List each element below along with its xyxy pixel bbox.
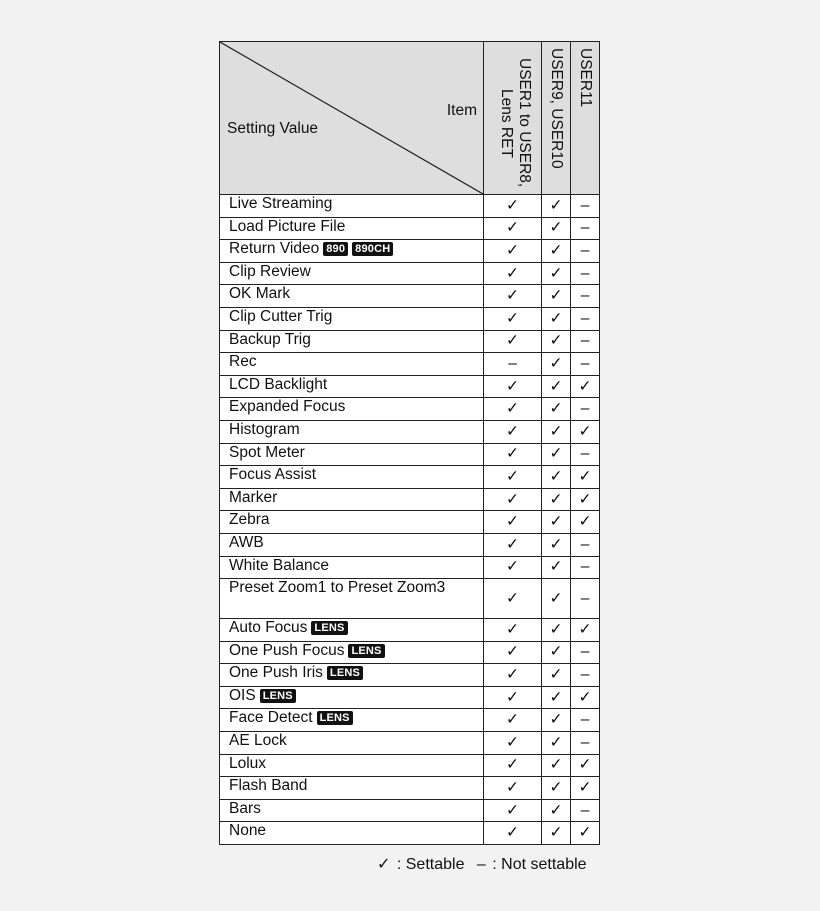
table-row [220, 732, 600, 755]
check-icon: ✓ [484, 732, 542, 755]
check-icon: ✓ [542, 285, 571, 308]
setting-name: Backup Trig [229, 330, 311, 348]
check-icon: ✓ [542, 556, 571, 579]
setting-name: OIS [229, 686, 256, 704]
model-badge: 890CH [352, 242, 393, 256]
check-icon: ✓ [542, 307, 571, 330]
check-icon: ✓ [542, 240, 571, 263]
check-icon: ✓ [542, 777, 571, 800]
table-row [220, 686, 600, 709]
check-icon: ✓ [571, 420, 600, 443]
setting-name: Face Detect [229, 709, 313, 727]
table-row [220, 777, 600, 800]
column-header-user11 [571, 42, 600, 195]
check-icon: ✓ [484, 511, 542, 534]
check-icon: ✓ [571, 777, 600, 800]
check-icon: ✓ [571, 686, 600, 709]
table-body [220, 195, 600, 845]
setting-name: Clip Cutter Trig [229, 307, 333, 325]
model-badge: LENS [260, 689, 296, 703]
check-icon: ✓ [542, 466, 571, 489]
dash-icon: – [571, 285, 600, 308]
setting-name-cell [220, 511, 484, 534]
column-header-user1-8 [484, 42, 542, 195]
dash-icon: – [571, 443, 600, 466]
setting-name-cell [220, 799, 484, 822]
setting-name: Zebra [229, 511, 270, 529]
setting-name-cell [220, 285, 484, 308]
setting-name: Return Video [229, 240, 320, 258]
setting-name-cell [220, 420, 484, 443]
setting-name-cell [220, 217, 484, 240]
check-icon: ✓ [484, 330, 542, 353]
setting-name: Load Picture File [229, 217, 346, 235]
setting-name-cell [220, 709, 484, 732]
setting-name-cell [220, 686, 484, 709]
setting-name-cell [220, 488, 484, 511]
check-icon: ✓ [542, 398, 571, 421]
check-icon: ✓ [542, 664, 571, 687]
settings-table [219, 41, 600, 845]
check-icon: ✓ [484, 686, 542, 709]
check-icon: ✓ [484, 262, 542, 285]
setting-name: Spot Meter [229, 443, 305, 461]
setting-name-cell [220, 754, 484, 777]
setting-name: Flash Band [229, 777, 308, 795]
setting-name-cell [220, 641, 484, 664]
table-row [220, 262, 600, 285]
dash-icon: – [571, 556, 600, 579]
check-icon: ✓ [542, 353, 571, 376]
dash-icon: – [571, 330, 600, 353]
check-icon: ✓ [484, 240, 542, 263]
table-row [220, 217, 600, 240]
table-row [220, 466, 600, 489]
check-icon: ✓ [571, 511, 600, 534]
setting-name-cell [220, 533, 484, 556]
table-row [220, 488, 600, 511]
check-icon: ✓ [484, 777, 542, 800]
table-row [220, 420, 600, 443]
check-icon: ✓ [542, 754, 571, 777]
check-icon: ✓ [484, 420, 542, 443]
check-icon: ✓ [484, 285, 542, 308]
setting-name: One Push Iris [229, 664, 323, 682]
header-corner-cell [220, 42, 484, 195]
setting-name: One Push Focus [229, 641, 345, 659]
table-row [220, 330, 600, 353]
check-icon: ✓ [484, 641, 542, 664]
setting-name: Lolux [229, 754, 267, 772]
setting-name-cell [220, 240, 484, 263]
setting-name-cell [220, 664, 484, 687]
diagonal-divider [220, 42, 483, 194]
dash-icon: – [571, 533, 600, 556]
table-row [220, 556, 600, 579]
table-row [220, 822, 600, 845]
column-header-user9-10 [542, 42, 571, 195]
dash-icon: – [484, 353, 542, 376]
dash-icon: – [571, 195, 600, 218]
check-icon: ✓ [542, 619, 571, 642]
check-icon: ✓ [484, 443, 542, 466]
check-icon: ✓ [542, 822, 571, 845]
setting-name: Expanded Focus [229, 398, 346, 416]
table-row [220, 641, 600, 664]
dash-icon: – [571, 732, 600, 755]
table-row [220, 443, 600, 466]
table-row [220, 398, 600, 421]
table-row [220, 285, 600, 308]
setting-name: None [229, 822, 267, 840]
dash-icon: – [571, 307, 600, 330]
model-badge: LENS [311, 621, 347, 635]
legend-not-settable-text: : Not settable [492, 856, 587, 873]
setting-name-cell [220, 375, 484, 398]
dash-icon: – [571, 262, 600, 285]
check-icon: ✓ [484, 398, 542, 421]
table-row [220, 353, 600, 376]
setting-name: Bars [229, 799, 261, 817]
check-icon: ✓ [542, 799, 571, 822]
dash-icon: – [571, 664, 600, 687]
check-icon: ✓ [484, 664, 542, 687]
table-row [220, 375, 600, 398]
check-icon: ✓ [484, 619, 542, 642]
check-icon: ✓ [484, 754, 542, 777]
setting-name-cell [220, 619, 484, 642]
check-icon: ✓ [571, 754, 600, 777]
check-icon: ✓ [542, 420, 571, 443]
setting-name: LCD Backlight [229, 375, 328, 393]
check-icon: ✓ [542, 488, 571, 511]
check-icon: ✓ [542, 579, 571, 619]
dash-icon: – [571, 579, 600, 619]
setting-name-cell [220, 579, 484, 619]
check-icon: ✓ [571, 822, 600, 845]
table-row [220, 511, 600, 534]
model-badge: 890 [323, 242, 348, 256]
check-icon: ✓ [542, 641, 571, 664]
check-icon: ✓ [484, 307, 542, 330]
setting-value-label: Setting Value [227, 120, 319, 137]
legend [377, 854, 589, 874]
check-icon: ✓ [542, 375, 571, 398]
setting-name-cell [220, 556, 484, 579]
dash-icon: – [476, 856, 486, 873]
check-icon: ✓ [484, 556, 542, 579]
check-icon: ✓ [571, 466, 600, 489]
column-header-label: USER1 to USER8, Lens RET [498, 58, 533, 188]
model-badge: LENS [327, 666, 363, 680]
setting-name: Clip Review [229, 262, 311, 280]
dash-icon: – [571, 217, 600, 240]
setting-name-cell [220, 307, 484, 330]
table-row [220, 195, 600, 218]
model-badge: LENS [348, 644, 384, 658]
setting-name-cell [220, 443, 484, 466]
check-icon: ✓ [377, 856, 391, 873]
dash-icon: – [571, 641, 600, 664]
table-row [220, 799, 600, 822]
check-icon: ✓ [484, 709, 542, 732]
table-row [220, 619, 600, 642]
check-icon: ✓ [571, 488, 600, 511]
table-row [220, 709, 600, 732]
check-icon: ✓ [542, 686, 571, 709]
column-header-label: USER9, USER10 [548, 48, 565, 169]
setting-name: Focus Assist [229, 466, 316, 484]
check-icon: ✓ [571, 375, 600, 398]
check-icon: ✓ [542, 262, 571, 285]
setting-name-cell [220, 398, 484, 421]
item-label: Item [446, 102, 477, 119]
setting-name: Histogram [229, 420, 300, 438]
dash-icon: – [571, 398, 600, 421]
setting-name: Preset Zoom1 to Preset Zoom3 [229, 579, 446, 597]
check-icon: ✓ [484, 488, 542, 511]
check-icon: ✓ [484, 579, 542, 619]
legend-settable-text: : Settable [396, 856, 465, 873]
check-icon: ✓ [484, 533, 542, 556]
dash-icon: – [571, 353, 600, 376]
setting-name: Live Streaming [229, 195, 333, 212]
check-icon: ✓ [542, 511, 571, 534]
setting-name-cell [220, 466, 484, 489]
dash-icon: – [571, 799, 600, 822]
table-row [220, 533, 600, 556]
check-icon: ✓ [542, 533, 571, 556]
setting-name: AWB [229, 533, 264, 551]
table-row [220, 307, 600, 330]
model-badge: LENS [317, 711, 353, 725]
check-icon: ✓ [542, 732, 571, 755]
setting-name-cell [220, 822, 484, 845]
setting-name: AE Lock [229, 732, 287, 750]
check-icon: ✓ [542, 330, 571, 353]
setting-name: White Balance [229, 556, 329, 574]
check-icon: ✓ [542, 709, 571, 732]
setting-name-cell [220, 262, 484, 285]
setting-name: Rec [229, 353, 257, 371]
check-icon: ✓ [542, 217, 571, 240]
dash-icon: – [571, 240, 600, 263]
setting-name-cell [220, 732, 484, 755]
check-icon: ✓ [484, 466, 542, 489]
setting-name: Auto Focus [229, 619, 308, 637]
check-icon: ✓ [484, 375, 542, 398]
table-row [220, 754, 600, 777]
check-icon: ✓ [542, 195, 571, 218]
table-row [220, 240, 600, 263]
setting-name: OK Mark [229, 285, 291, 303]
setting-name: Marker [229, 488, 278, 506]
check-icon: ✓ [484, 822, 542, 845]
check-icon: ✓ [484, 195, 542, 218]
setting-name-cell [220, 195, 484, 218]
setting-name-cell [220, 777, 484, 800]
dash-icon: – [571, 709, 600, 732]
setting-name-cell [220, 330, 484, 353]
check-icon: ✓ [484, 217, 542, 240]
table-row [220, 579, 600, 619]
setting-name-cell [220, 353, 484, 376]
check-icon: ✓ [542, 443, 571, 466]
column-header-label: USER11 [577, 48, 594, 108]
table-row [220, 664, 600, 687]
check-icon: ✓ [571, 619, 600, 642]
check-icon: ✓ [484, 799, 542, 822]
